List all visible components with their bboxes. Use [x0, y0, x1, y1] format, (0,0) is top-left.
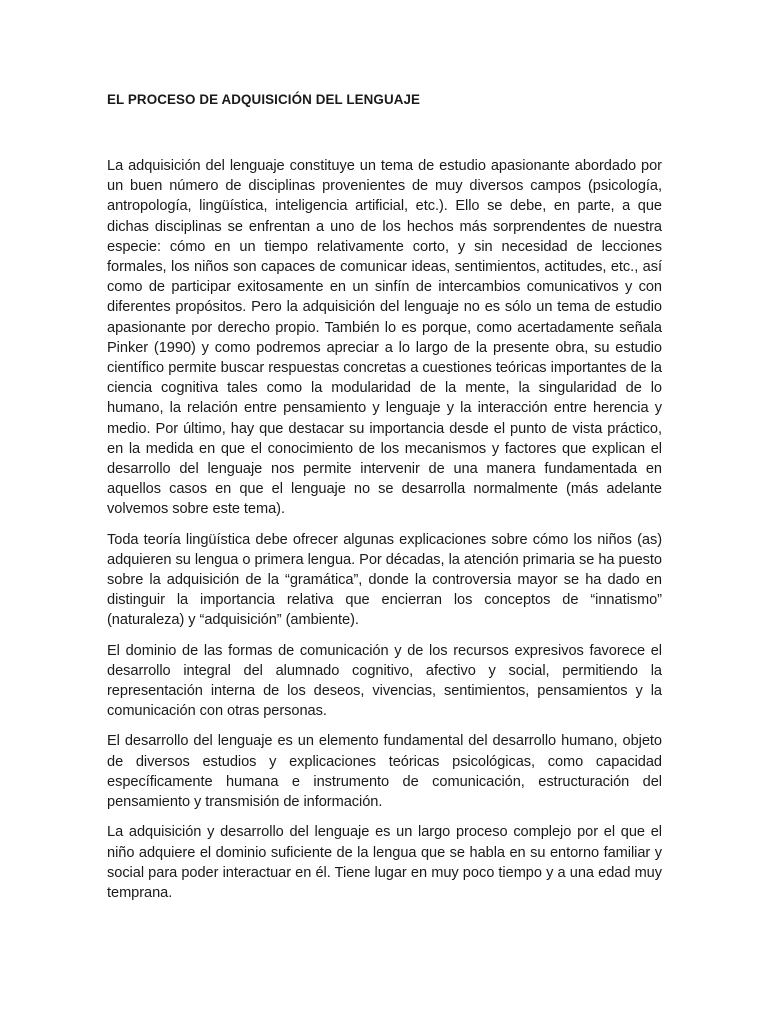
- document-title: EL PROCESO DE ADQUISICIÓN DEL LENGUAJE: [107, 92, 421, 107]
- paragraph-5: La adquisición y desarrollo del lenguaje es un largo proceso complejo por el que el niño adquiere el dominio suficiente de la lengua que se habla en su entorno familiar y social para poder interactuar en él. Tiene lugar en muy poco tiempo y a una edad muy temprana.: [107, 824, 662, 901]
- paragraph-2: Toda teoría lingüística debe ofrecer algunas explicaciones sobre cómo los niños (as) adquieren su lengua o primera lengua. Por décadas, la atención primaria se ha puesto sobre la adquisición de la “gramática”, donde la controversia mayor se ha dado en distinguir la importancia relativa que encierran los conceptos de “innatismo” (naturaleza) y “adquisición” (ambiente).: [107, 531, 662, 629]
- paragraph-1: La adquisición del lenguaje constituye un tema de estudio apasionante abordado por un buen número de disciplinas provenientes de muy diversos campos (psicología, antropología, lingüística, inteligencia artificial, etc.). Ello se debe, en parte, a que dichas disciplinas se enfrentan a uno de los hechos más sorprendentes de nuestra especie: cómo en un tiempo relativamente corto, y sin necesidad de lecciones formales, los niños son capaces de comunicar ideas, sentimientos, actitudes, etc., así como de participar exitosamente en un sinfín de intercambios comunicativos y con diferentes propósitos. Pero la adquisición del lenguaje no es sólo un tema de estudio apasionante por derecho propio. También lo es porque, como acertadamente señala Pinker (1990) y como podremos apreciar a lo largo de la presente obra, su estudio científico permite buscar respuestas concretas a cuestiones teóricas importantes de la ciencia cognitiva tales como la modularidad de la mente, la singularidad de lo humano, la relación entre pensamiento y lenguaje y la interacción entre herencia y medio. Por último, hay que destacar su importancia desde el punto de vista práctico, en la medida en que el conocimiento de los mecanismos y factores que explican el desarrollo del lenguaje nos permite intervenir de una manera fundamentada en aquellos casos en que el lenguaje no se desarrolla normalmente (más adelante volvemos sobre este tema).: [107, 158, 662, 518]
- paragraph-3: El dominio de las formas de comunicación y de los recursos expresivos favorece el desarrollo integral del alumnado cognitivo, afectivo y social, permitiendo la representación interna de los deseos, vivencias, sentimientos, pensamientos y la comunicación con otras personas.: [107, 642, 662, 720]
- paragraph-4: El desarrollo del lenguaje es un elemento fundamental del desarrollo humano, objeto de diversos estudios y explicaciones teóricas psicológicas, como capacidad específicamente humana e instrumento de comunicación, estructuración del pensamiento y transmisión de información.: [107, 733, 662, 811]
- document-page: [107, 90, 662, 913]
